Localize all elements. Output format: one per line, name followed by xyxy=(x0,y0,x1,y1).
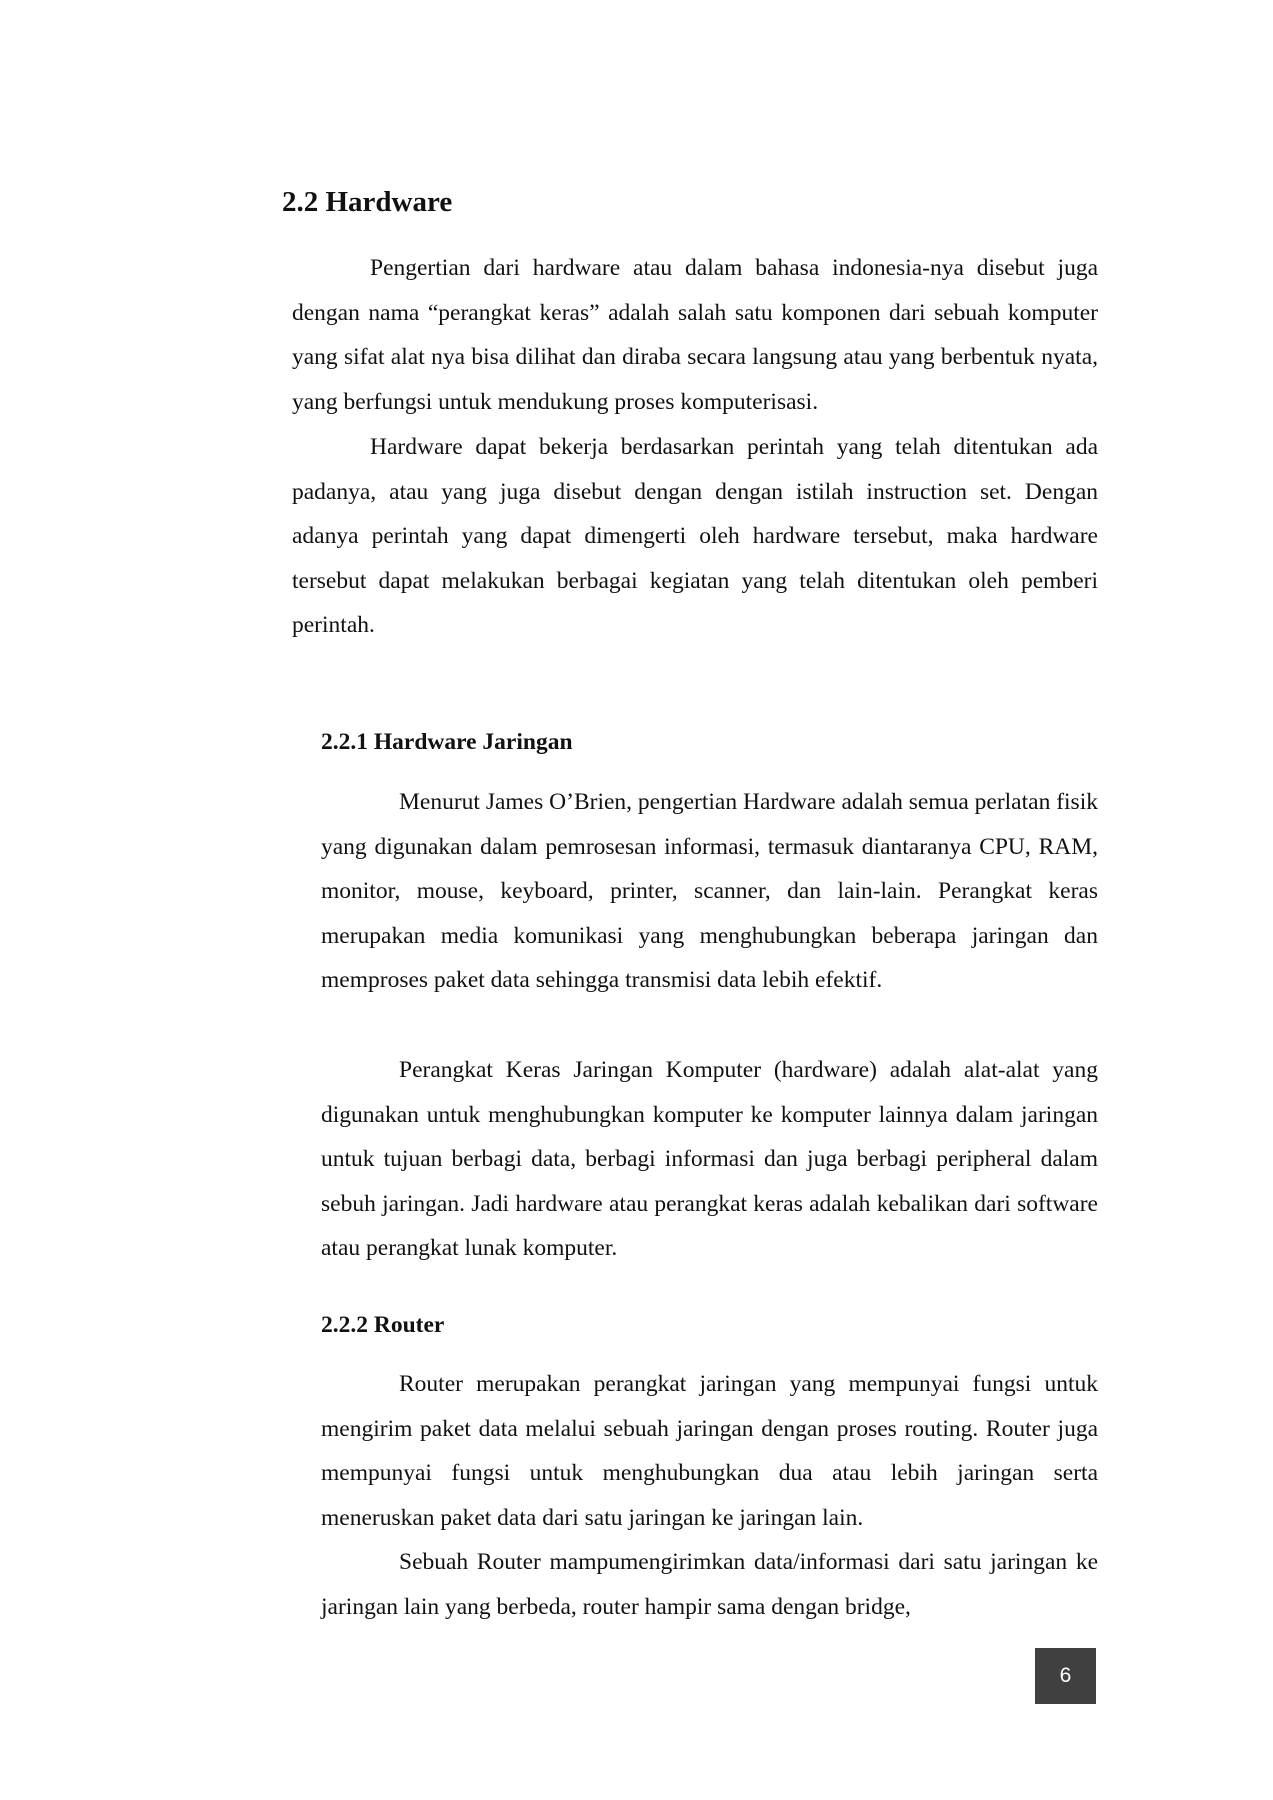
subsection-heading-hardware-jaringan: 2.2.1 Hardware Jaringan xyxy=(321,729,573,755)
subsection-2-paragraph-1: Router merupakan perangkat jaringan yang mempunyai fungsi untuk mengirim paket data melalui sebuah jaringan dengan proses routing. Router juga mempunyai fungsi untuk menghubungkan dua atau lebih jaringan serta meneruskan paket data dari satu jaringan ke jaringan lain. xyxy=(321,1371,1098,1531)
subsection-1-paragraph-2: Perangkat Keras Jaringan Komputer (hardware) adalah alat-alat yang digunakan untuk menghubungkan komputer ke komputer lainnya dalam jaringan untuk tujuan berbagi data, berbagi informasi dan juga berbagi peripheral dalam sebuh jaringan. Jadi hardware atau perangkat keras adalah kebalikan dari software atau perangkat lunak komputer. xyxy=(321,1057,1098,1262)
subsection-heading-router: 2.2.2 Router xyxy=(321,1312,445,1338)
subsection-1-paragraph-1: Menurut James O’Brien, pengertian Hardware adalah semua perlatan fisik yang digunakan dalam pemrosesan informasi, termasuk diantaranya CPU, RAM, monitor, mouse, keyboard, printer, scanner, dan lain-lain. Perangkat keras merupakan media komunikasi yang menghubungkan beberapa jaringan dan memproses paket data sehingga transmisi data lebih efektif. xyxy=(321,789,1098,994)
section-heading: 2.2 Hardware xyxy=(282,186,453,218)
page-number-badge: 6 xyxy=(1035,1648,1096,1704)
section-paragraph-2: Hardware dapat bekerja berdasarkan perintah yang telah ditentukan ada padanya, atau yang juga disebut dengan dengan istilah instruction set. Dengan adanya perintah yang dapat dimengerti oleh hardware tersebut, maka hardware tersebut dapat melakukan berbagai kegiatan yang telah ditentukan oleh pemberi perintah. xyxy=(292,434,1098,639)
section-paragraph-1: Pengertian dari hardware atau dalam bahasa indonesia-nya disebut juga dengan nama “perangkat keras” adalah salah satu komponen dari sebuah komputer yang sifat alat nya bisa dilihat dan diraba secara langsung atau yang berbentuk nyata, yang berfungsi untuk mendukung proses komputerisasi. xyxy=(292,255,1098,415)
subsection-2-paragraph-2: Sebuah Router mampumengirimkan data/informasi dari satu jaringan ke jaringan lain yang berbeda, router hampir sama dengan bridge, xyxy=(321,1549,1098,1620)
